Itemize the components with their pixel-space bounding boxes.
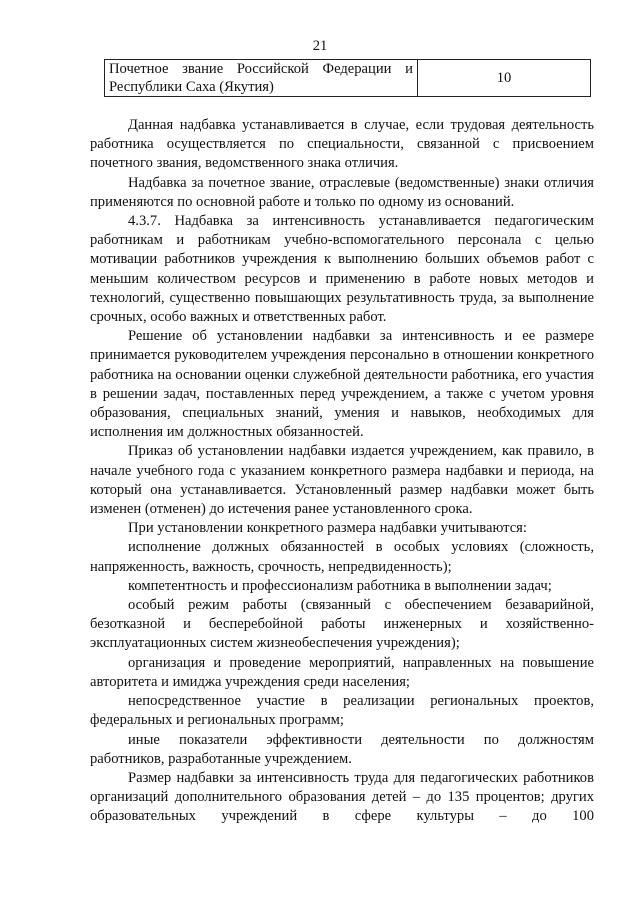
list-item: особый режим работы (связанный с обеспечением безаварийной, безотказной и бесперебойной работы инженерных и хозяйственно-эксплуатационных систем жизнеобеспечения учреждения); (90, 597, 594, 652)
list-item: исполнение должных обязанностей в особых условиях (сложность, напряженность, важность, срочность, непредвиденность); (90, 539, 594, 575)
list-item: компетентность и профессионализм работника в выполнении задач; (128, 577, 552, 594)
paragraph: Размер надбавки за интенсивность труда для педагогических работников организаций дополнительного образования детей – до 135 процентов; других образовательных учреждений в сфере культуры – до 100 (90, 769, 594, 825)
paragraph: Данная надбавка устанавливается в случае, если трудовая деятельность работника осуществляется по специальности, связанной с присвоением почетного звания, ведомственного знака отличия. (90, 117, 594, 172)
list-item: организация и проведение мероприятий, направленных на повышение авторитета и имиджа учреждения среди населения; (90, 654, 594, 690)
list-item: иные показатели эффективности деятельности по должностям работников, разработанные учреждением. (90, 731, 594, 767)
table-row (105, 60, 591, 97)
paragraph: 4.3.7. Надбавка за интенсивность устанавливается педагогическим работникам и работникам учебно-вспомогательного персонала с целью мотивации работников учреждения к выполнению больших объемов работ с меньшим количеством ресурсов и применению в работе новых методов и технологий, существенно повышающих результативность труда, за выполнение срочных, особо важных и ответственных работ. (90, 213, 594, 326)
paragraph: Приказ об установлении надбавки издается учреждением, как правило, в начале учебного года с указанием конкретного размера надбавки и периода, на который она устанавливается. Установленный размер надбавки может быть изменен (отменен) до истечения ранее установленного срока. (90, 443, 594, 518)
table-cell-award-name: Почетное звание Российской Федерации и Республики Саха (Якутия) (105, 60, 418, 97)
page-number: 21 (312, 38, 328, 54)
award-table (104, 59, 591, 97)
document-body (90, 116, 594, 827)
list-item: непосредственное участие в реализации региональных проектов, федеральных и региональных программ; (90, 693, 594, 729)
table-cell-award-value: 10 (418, 60, 591, 97)
paragraph: Надбавка за почетное звание, отраслевые (ведомственные) знаки отличия применяются по основной работе и только по одному из оснований. (90, 174, 594, 210)
paragraph: Решение об установлении надбавки за интенсивность и ее размере принимается руководителем учреждения персонально в отношении конкретного работника на основании оценки служебной деятельности работника, его участия в решении задач, поставленных перед учреждением, а также с учетом уровня образования, специальных знаний, умения и навыков, необходимых для исполнения им должностных обязанностей. (90, 328, 594, 441)
paragraph: При установлении конкретного размера надбавки учитываются: (128, 520, 527, 537)
